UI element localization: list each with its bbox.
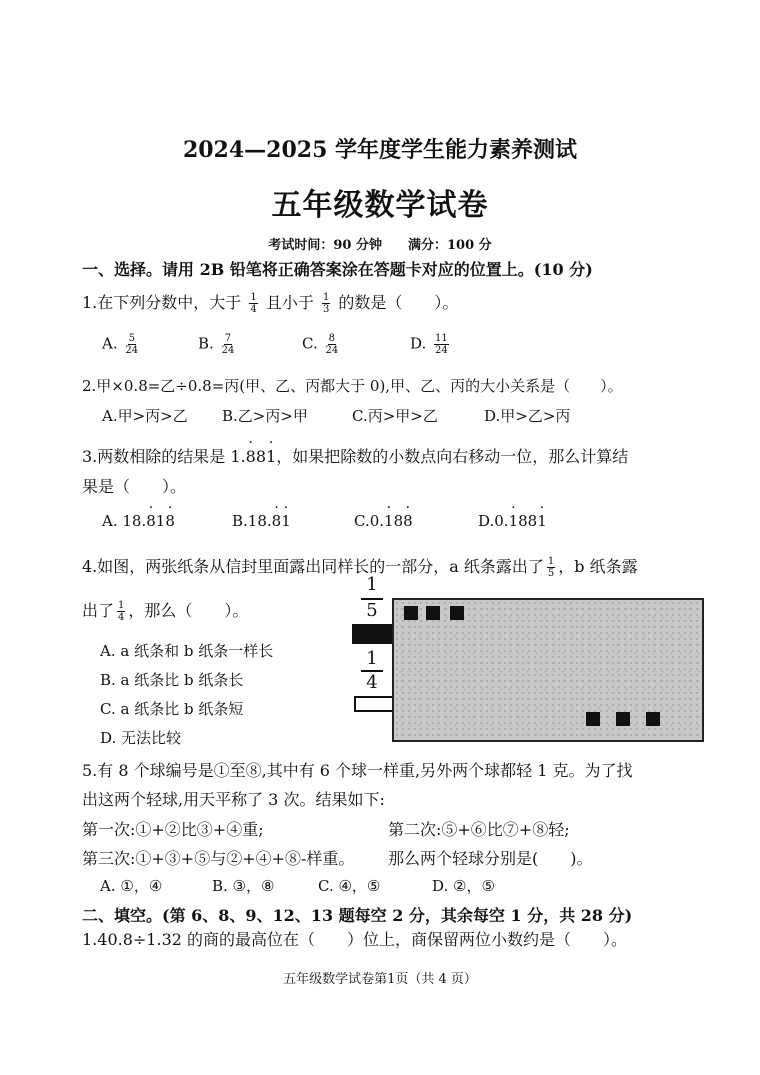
envelope [392,598,704,742]
q1-mid: 且小于 [265,293,314,312]
q5-option-a: A. ①，④ [100,877,163,895]
year-title: 2024—2025 学年度学生能力素养测试 [182,137,578,163]
q4-option-b: B. a 纸条比 b 纸条长 [100,671,244,689]
q4-option-c: C. a 纸条比 b 纸条短 [100,700,244,718]
q3-option-a: A. 18.8 ·18 · [102,512,175,530]
exam-meta: 考试时间：90 分钟 满分：100 分 [268,238,492,253]
question-5-line1: 5.有 8 个球编号是①至⑧,其中有 6 个球一样重,另外两个球都轻 1 克。为了找 [82,761,633,780]
q2-option-d: D.甲>乙>丙 [484,407,571,425]
strip-b [354,696,394,712]
marker-square [616,712,630,726]
page-footer: 五年级数学试卷第1页（共 4 页） [283,972,477,987]
exam-title: 五年级数学试卷 [271,188,489,223]
figure-label-bot-num: 1 [366,648,378,669]
question-3-line2: 果是（ ）。 [82,477,187,496]
section1-title: 一、选择。请用 2B 铅笔将正确答案涂在答题卡对应的位置上。(10 分) [82,260,593,279]
q1-fraction-1: $\frac{1}{4}$ [250,292,257,315]
q5-option-b: B. ③，⑧ [212,877,275,895]
strip-a [352,624,394,644]
figure-label-top-num: 1 [366,574,378,595]
q4-option-d: D. 无法比较 [100,729,182,747]
q3-option-d: D.0.1 ·881 · [478,512,547,530]
question-4-line2: 出了 $\frac{1}{4}$ ，那么（ ）。 [82,600,249,623]
question-1 [82,290,458,315]
figure-label-bot-den: 4 [366,672,378,693]
figure-label-top-den: 5 [366,600,378,621]
q1-option-c: C. $\frac{8}{24}$ [302,333,339,356]
question-5-line2: 出这两个轻球,用天平称了 3 次。结果如下: [82,790,385,809]
section2-question-1: 1.40.8÷1.32 的商的最高位在（ ）位上，商保留两位小数约是（ ）。 [82,930,628,949]
q2-option-c: C.丙>甲>乙 [352,407,438,425]
q1-option-a: A. $\frac{5}{24}$ [102,333,139,356]
question-2: 2.甲×0.8=乙÷0.8=丙(甲、乙、丙都大于 0),甲、乙、丙的大小关系是（ ）。 [82,377,623,395]
q2-option-a: A.甲>丙>乙 [102,407,188,425]
question-3-line1: 3.两数相除的结果是 1.8 ·81 ·，如果把除数的小数点向右移动一位，那么计算结 [82,444,628,467]
envelope-figure [352,574,712,746]
q3-option-b: B.18.8 ·1 · [232,512,291,530]
section2-title: 二、填空。(第 6、8、9、12、13 题每空 2 分，其余每空 1 分，共 28 分) [82,906,633,925]
q5-weigh-1: 第一次:①+②比③+④重; [82,820,264,839]
q4-option-a: A. a 纸条和 b 纸条一样长 [100,642,274,660]
q5-weigh-3: 第三次:①+③+⑤与②+④+⑧-样重。 [82,849,355,868]
q1-prefix: 1.在下列分数中，大于 [82,293,242,312]
q1-fraction-2: $\frac{1}{3}$ [322,292,330,315]
q2-option-b: B.乙>丙>甲 [222,407,308,425]
q1-option-b: B. $\frac{7}{24}$ [198,333,235,356]
marker-square [450,606,464,620]
question-4-line1: 4.如图，两张纸条从信封里面露出同样长的一部分，a 纸条露出了 $\frac{1}{5}$ ，b 纸条露 [82,556,638,579]
q5-option-d: D. ②，⑤ [432,877,495,895]
q5-weigh-2: 第二次:⑤+⑥比⑦+⑧轻; [388,820,570,839]
q1-option-d: D. $\frac{11}{24}$ [410,333,448,356]
q5-option-c: C. ④，⑤ [318,877,381,895]
marker-square [426,606,440,620]
marker-square [646,712,660,726]
marker-square [586,712,600,726]
q3-option-c: C.0.1 ·88 · [354,512,413,530]
q1-suffix: 的数是（ ）。 [338,293,459,312]
marker-square [404,606,418,620]
q5-ask: 那么两个轻球分别是( )。 [388,849,593,868]
